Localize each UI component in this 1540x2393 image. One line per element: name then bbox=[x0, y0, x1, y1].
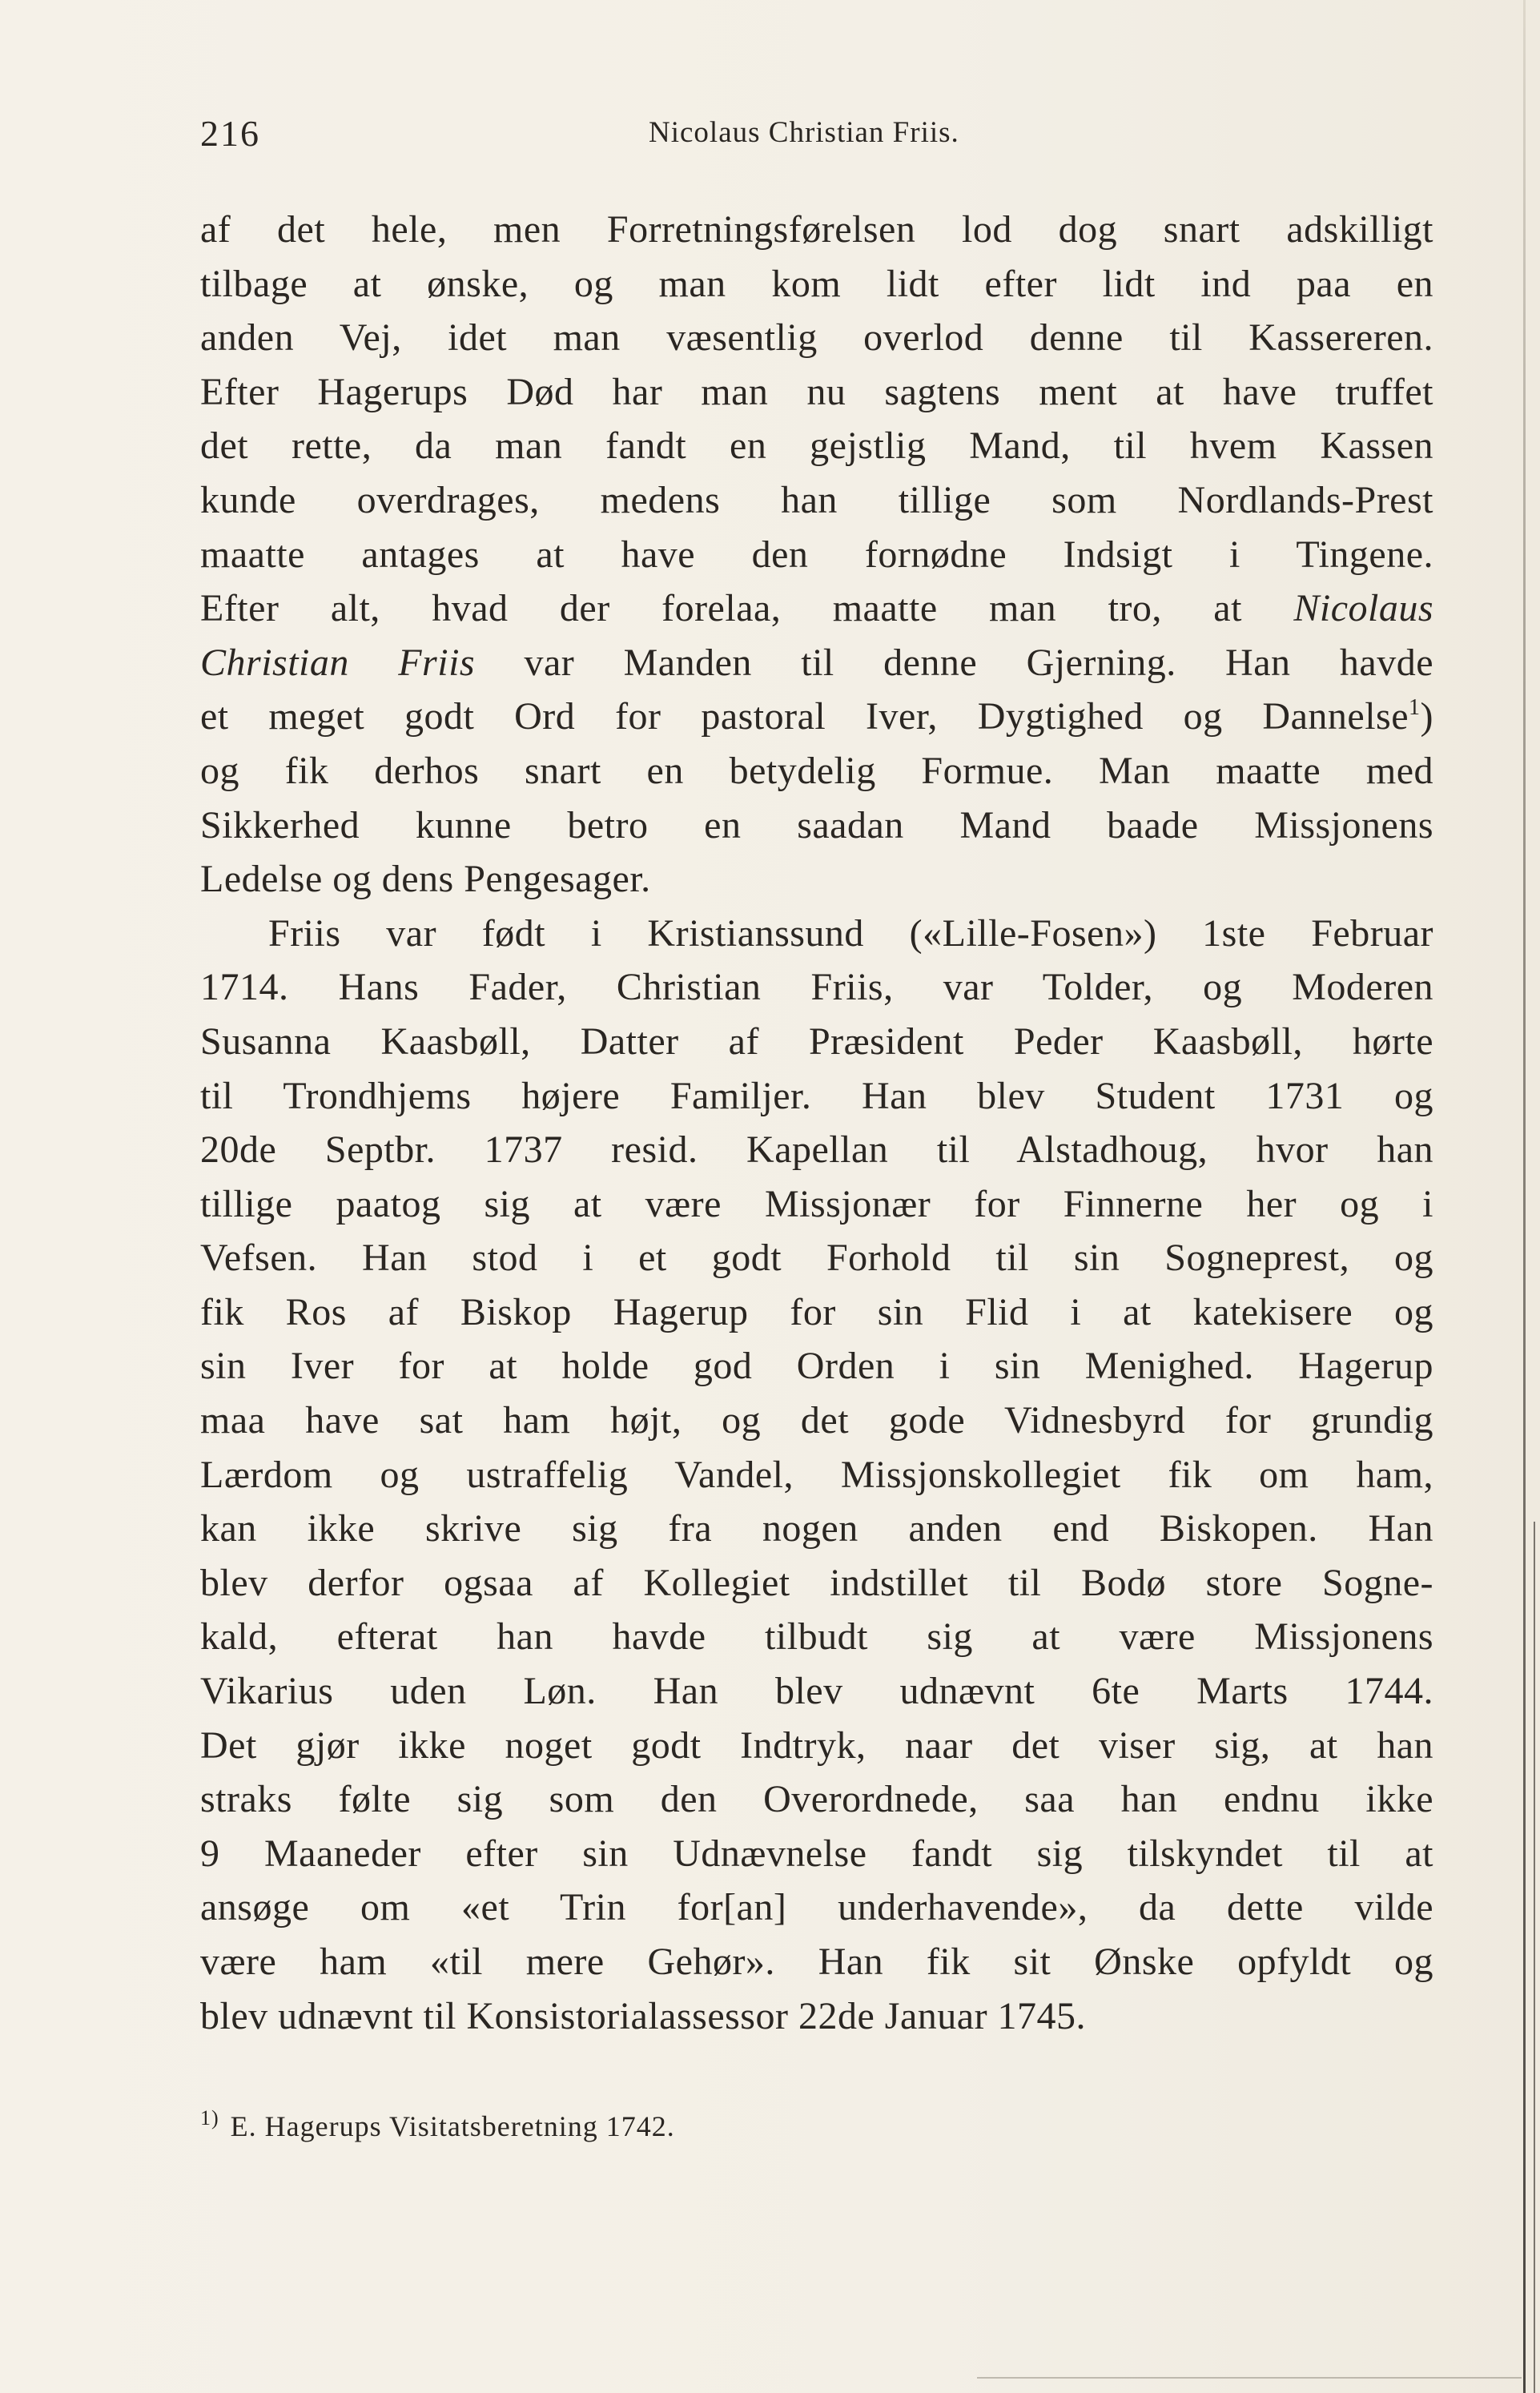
text-line: blev derfor ogsaa af Kollegiet indstillet til Bodø store Sogne- bbox=[200, 1561, 1433, 1604]
text-line: det rette, da man fandt en gejstlig Mand, til hvem Kassen bbox=[200, 424, 1433, 468]
text-line bbox=[200, 581, 1433, 636]
text-line: kald, efterat han havde tilbudt sig at være Missjonens bbox=[200, 1615, 1433, 1659]
footnote-paren: ) bbox=[1420, 695, 1433, 738]
text-line: Vefsen. Han stod i et godt Forhold til sin Sogneprest, og bbox=[200, 1237, 1433, 1280]
text-line: tilbage at ønske, og man kom lidt efter lidt ind paa en bbox=[200, 262, 1433, 305]
text-line: af det hele, men Forretningsførelsen lod dog snart adskilligt bbox=[200, 208, 1433, 251]
text-line: Efter Hagerups Død har man nu sagtens ment at have truffet bbox=[200, 370, 1433, 413]
text-line: Susanna Kaasbøll, Datter af Præsident Peder Kaasbøll, hørte bbox=[200, 1020, 1433, 1063]
italic-name: Nicolaus bbox=[1293, 587, 1434, 630]
text-line: Vikarius uden Løn. Han blev udnævnt 6te Marts 1744. bbox=[200, 1670, 1433, 1713]
text-segment: Efter alt, hvad der forelaa, maatte man tro, at bbox=[200, 587, 1242, 630]
text-line: maatte antages at have den fornødne Indsigt i Tingene. bbox=[200, 533, 1433, 576]
text-line: Ledelse og dens Pengesager. bbox=[200, 858, 651, 901]
body-text bbox=[200, 203, 1433, 2043]
page-header bbox=[200, 112, 1433, 160]
text-line: fik Ros af Biskop Hagerup for sin Flid i at katekisere og bbox=[200, 1290, 1433, 1333]
text-line: anden Vej, idet man væsentlig overlod denne til Kassereren. bbox=[200, 316, 1433, 360]
text-line: blev udnævnt til Konsistorialassessor 22de Januar 1745. bbox=[200, 1994, 1087, 2037]
footnote bbox=[200, 2106, 1433, 2143]
text-line: 20de Septbr. 1737 resid. Kapellan til Alstadhoug, hvor han bbox=[200, 1128, 1433, 1172]
text-line: Friis var født i Kristianssund («Lille-Fosen») 1ste Februar bbox=[268, 911, 1433, 955]
text-line: Det gjør ikke noget godt Indtryk, naar det viser sig, at han bbox=[200, 1723, 1433, 1767]
text-line: straks følte sig som den Overordnede, saa han endnu ikke bbox=[200, 1778, 1433, 1821]
text-line: 9 Maaneder efter sin Udnævnelse fandt sig tilskyndet til at bbox=[200, 1832, 1433, 1875]
text-line: være ham «til mere Gehør». Han fik sit Ønske opfyldt og bbox=[200, 1941, 1433, 1983]
text-line: og fik derhos snart en betydelig Formue. Man maatte med bbox=[200, 749, 1433, 792]
footnote-text: E. Hagerups Visitatsberetning 1742. bbox=[230, 2110, 675, 2142]
page-edge-dark bbox=[1534, 1522, 1535, 2393]
text-line: kan ikke skrive sig fra nogen anden end Biskopen. Han bbox=[200, 1507, 1433, 1550]
footnote-reference: 1 bbox=[1409, 695, 1421, 721]
text-line: ansøge om «et Trin for[an] underhavende», da dette vilde bbox=[200, 1886, 1433, 1929]
text-line: tillige paatog sig at være Missjonær for Finnerne her og i bbox=[200, 1182, 1433, 1225]
page-number: 216 bbox=[200, 113, 260, 154]
text-line bbox=[200, 690, 1433, 744]
text-line: Sikkerhed kunne betro en saadan Mand baade Missjonens bbox=[200, 803, 1433, 847]
text-segment: et meget godt Ord for pastoral Iver, Dygtighed og Dannelse bbox=[200, 695, 1409, 738]
bottom-edge-mark bbox=[977, 2377, 1522, 2379]
footnote-mark: 1) bbox=[200, 2106, 219, 2130]
text-line: 1714. Hans Fader, Christian Friis, var Tolder, og Moderen bbox=[200, 966, 1433, 1009]
text-line bbox=[200, 636, 1433, 690]
text-line: kunde overdrages, medens han tillige som Nordlands-Prest bbox=[200, 478, 1433, 521]
italic-name: Christian Friis bbox=[200, 641, 476, 684]
text-line: Lærdom og ustraffelig Vandel, Missjonskollegiet fik om ham, bbox=[200, 1453, 1433, 1496]
text-line: til Trondhjems højere Familjer. Han blev Student 1731 og bbox=[200, 1074, 1433, 1117]
text-line: maa have sat ham højt, og det gode Vidnesbyrd for grundig bbox=[200, 1399, 1433, 1442]
text-segment: var Manden til denne Gjerning. Han havde bbox=[524, 641, 1433, 684]
running-title: Nicolaus Christian Friis. bbox=[649, 116, 959, 149]
text-line: sin Iver for at holde god Orden i sin Menighed. Hagerup bbox=[200, 1345, 1433, 1388]
page-edge-shadow bbox=[1523, 0, 1526, 2393]
